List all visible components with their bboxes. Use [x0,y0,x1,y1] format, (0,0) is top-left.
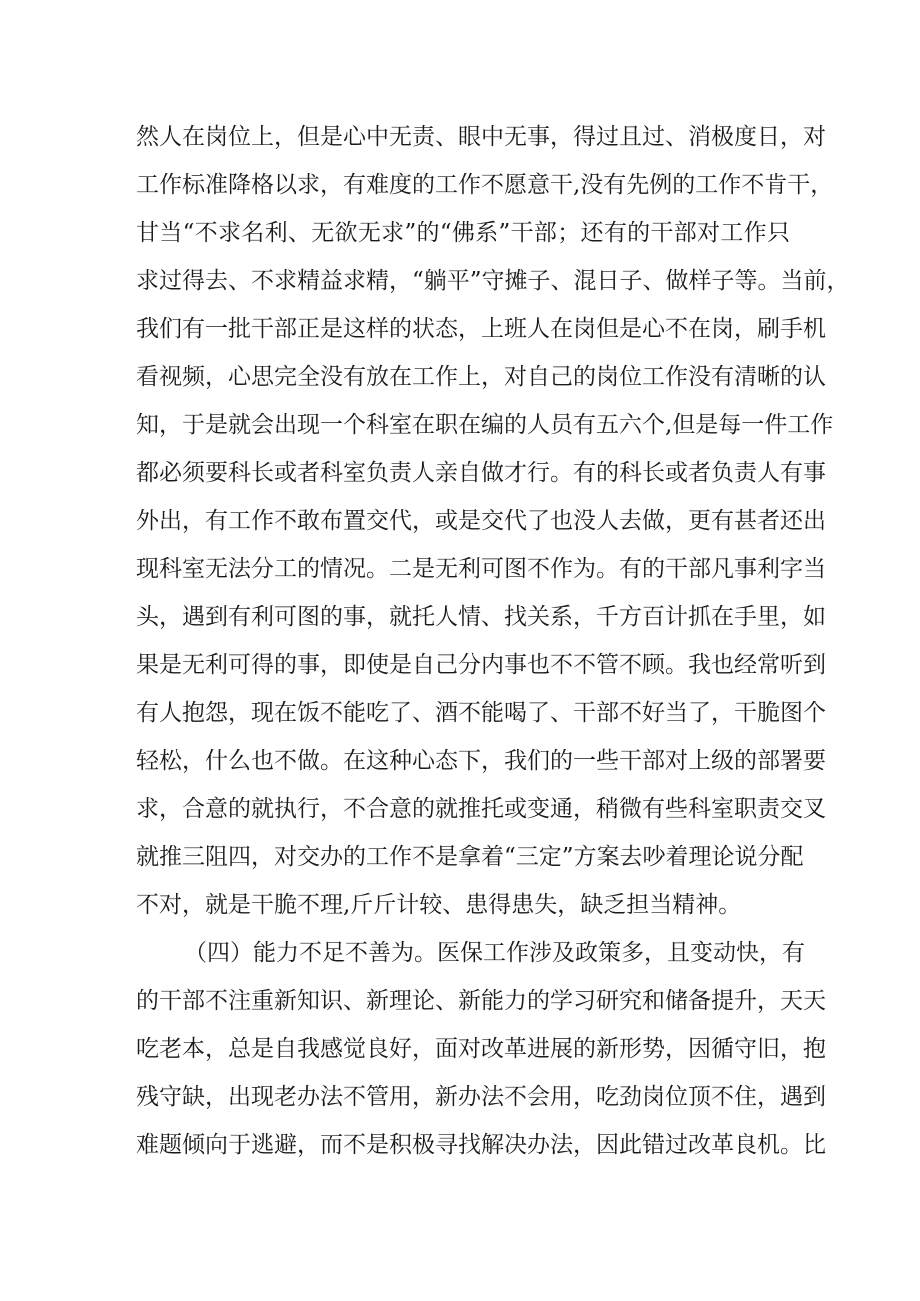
text-line: 有人抱怨，现在饭不能吃了、酒不能喝了、干部不好当了，干脆图个 [136,700,826,726]
text-line: 求过得去、不求精益求精，“躺平”守摊子、混日子、做样子等。当前， [136,268,850,294]
text-line: 外出，有工作不敢布置交代，或是交代了也没人去做，更有甚者还出 [136,508,826,534]
text-line: 果是无利可得的事，即使是自己分内事也不不管不顾。我也经常听到 [136,652,826,678]
text-line: 知，于是就会出现一个科室在职在编的人员有五六个,但是每一件工作 [136,412,834,438]
text-line: 就推三阻四，对交办的工作不是拿着“三定”方案去吵着理论说分配 [136,844,804,870]
text-line: 残守缺，出现老办法不管用，新办法不会用，吃劲岗位顶不住，遇到 [136,1084,826,1110]
text-line: 都必须要科长或者科室负责人亲自做才行。有的科长或者负责人有事 [136,460,826,486]
text-line: 不对，就是干脆不理,斤斤计较、患得患失，缺乏担当精神。 [136,892,742,918]
text-line: 头，遇到有利可图的事，就托人情、找关系，千方百计抓在手里，如 [136,604,826,630]
text-line: 我们有一批干部正是这样的状态，上班人在岗但是心不在岗，刷手机 [136,316,826,342]
text-line: 吃老本，总是自我感觉良好，面对改革进展的新形势，因循守旧，抱 [136,1036,826,1062]
text-line: 看视频，心思完全没有放在工作上，对自己的岗位工作没有清晰的认 [136,364,826,390]
text-line: 然人在岗位上，但是心中无责、眼中无事，得过且过、消极度日，对 [136,124,826,150]
section-heading-line: （四）能力不足不善为。医保工作涉及政策多，且变动快，有 [184,940,805,966]
text-line: 的干部不注重新知识、新理论、新能力的学习研究和储备提升，天天 [136,988,826,1014]
text-line: 现科室无法分工的情况。二是无利可图不作为。有的干部凡事利字当 [136,556,826,582]
text-line: 求，合意的就执行，不合意的就推托或变通，稍微有些科室职责交叉 [136,796,826,822]
text-line: 甘当“不求名利、无欲无求”的“佛系”干部；还有的干部对工作只 [136,220,790,246]
text-line: 轻松，什么也不做。在这种心态下，我们的一些干部对上级的部署要 [136,748,826,774]
text-line: 难题倾向于逃避，而不是积极寻找解决办法，因此错过改革良机。比 [136,1132,826,1158]
text-line: 工作标准降格以求，有难度的工作不愿意干,没有先例的工作不肯干， [136,172,834,198]
